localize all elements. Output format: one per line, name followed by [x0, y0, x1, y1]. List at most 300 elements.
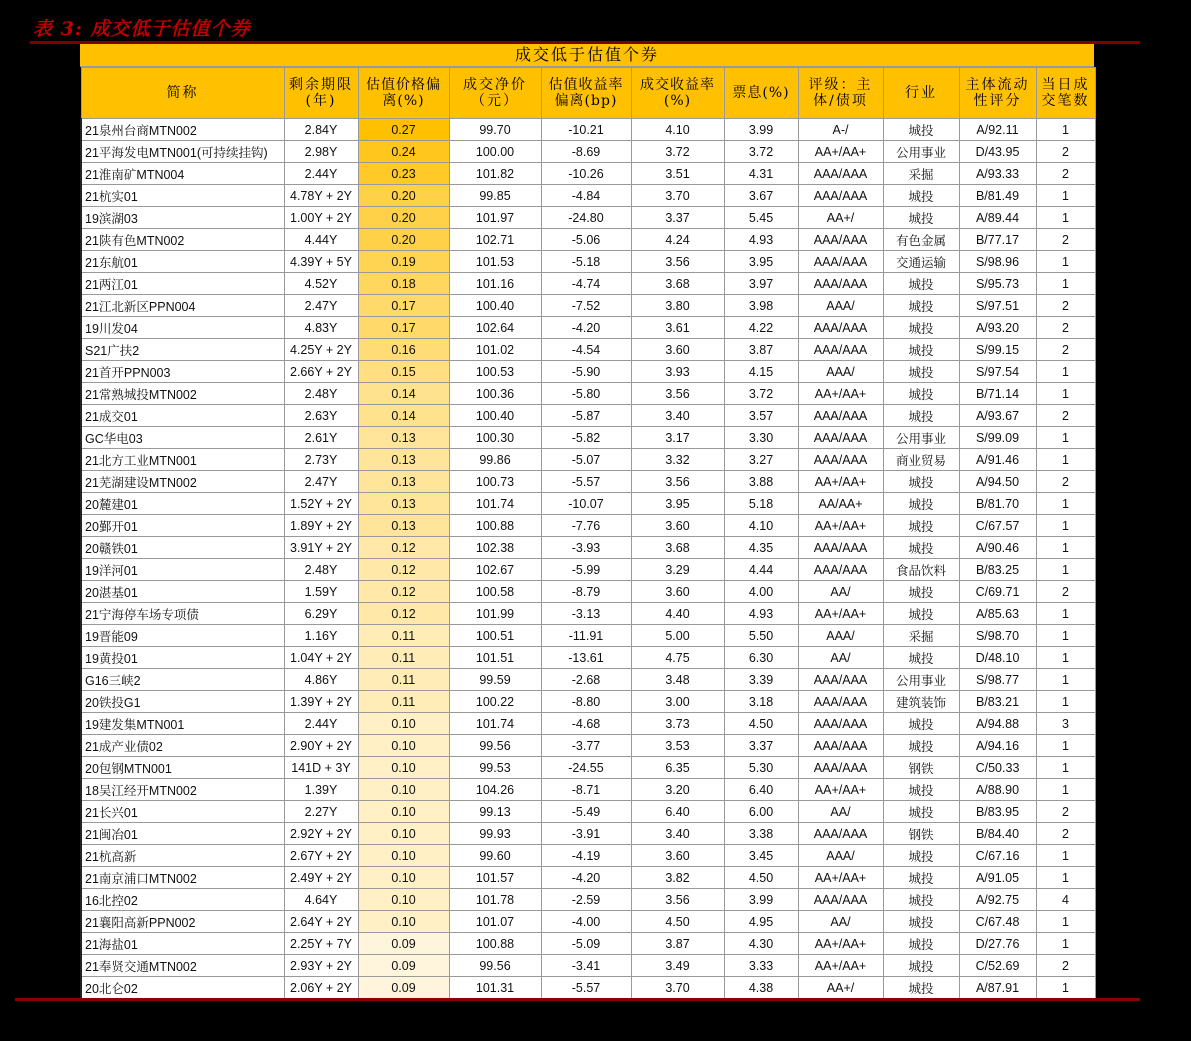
cell-price: 101.78	[449, 889, 541, 911]
cell-valuation-deviation: 0.19	[358, 251, 449, 273]
cell-yield: 3.37	[631, 207, 724, 229]
col-header-yield[interactable]: 成交收益率(%)	[631, 68, 724, 119]
cell-yield-deviation: -3.93	[541, 537, 631, 559]
cell-yield-deviation: -5.06	[541, 229, 631, 251]
cell-industry: 城投	[883, 295, 959, 317]
table-row[interactable]	[81, 955, 1095, 977]
cell-yield: 3.56	[631, 383, 724, 405]
cell-yield-deviation: -5.99	[541, 559, 631, 581]
col-header-industry[interactable]: 行业	[883, 68, 959, 119]
cell-name: 21奉贤交通MTN002	[81, 955, 284, 977]
cell-price: 102.71	[449, 229, 541, 251]
table-row[interactable]	[81, 933, 1095, 955]
cell-yield-deviation: -4.20	[541, 317, 631, 339]
cell-rating: AAA/AAA	[798, 889, 883, 911]
document-title: 表 3: 成交低于估值个券	[33, 18, 251, 40]
cell-liquidity: A/90.46	[959, 537, 1036, 559]
cell-coupon: 4.95	[724, 911, 798, 933]
cell-yield: 3.56	[631, 471, 724, 493]
cell-rating: AAA/AAA	[798, 427, 883, 449]
col-header-yield-deviation[interactable]: 估值收益率偏离(bp)	[541, 68, 631, 119]
cell-name: 21杭高新	[81, 845, 284, 867]
cell-industry: 采掘	[883, 163, 959, 185]
cell-term: 4.39Y + 5Y	[284, 251, 358, 273]
table-row[interactable]	[81, 823, 1095, 845]
cell-yield-deviation: -5.57	[541, 471, 631, 493]
cell-trade-count: 1	[1036, 735, 1095, 757]
cell-industry: 公用事业	[883, 427, 959, 449]
cell-term: 2.48Y	[284, 559, 358, 581]
cell-yield: 3.70	[631, 185, 724, 207]
header-row	[81, 68, 1095, 119]
cell-term: 2.49Y + 2Y	[284, 867, 358, 889]
cell-name: 19川发04	[81, 317, 284, 339]
cell-term: 2.47Y	[284, 295, 358, 317]
cell-industry: 钢铁	[883, 757, 959, 779]
cell-price: 99.59	[449, 669, 541, 691]
table-row[interactable]	[81, 361, 1095, 383]
cell-term: 2.44Y	[284, 713, 358, 735]
cell-yield: 3.93	[631, 361, 724, 383]
cell-rating: AA+/AA+	[798, 933, 883, 955]
table-row[interactable]	[81, 427, 1095, 449]
cell-industry: 城投	[883, 779, 959, 801]
cell-valuation-deviation: 0.13	[358, 471, 449, 493]
cell-industry: 城投	[883, 185, 959, 207]
cell-term: 2.73Y	[284, 449, 358, 471]
cell-yield: 4.40	[631, 603, 724, 625]
cell-valuation-deviation: 0.10	[358, 911, 449, 933]
cell-price: 101.16	[449, 273, 541, 295]
cell-coupon: 4.50	[724, 867, 798, 889]
cell-name: 21淮南矿MTN004	[81, 163, 284, 185]
cell-rating: AAA/	[798, 361, 883, 383]
cell-valuation-deviation: 0.12	[358, 581, 449, 603]
table-row[interactable]	[81, 449, 1095, 471]
cell-name: 21南京浦口MTN002	[81, 867, 284, 889]
cell-valuation-deviation: 0.10	[358, 823, 449, 845]
cell-rating: AA+/AA+	[798, 779, 883, 801]
cell-valuation-deviation: 0.12	[358, 603, 449, 625]
table-row[interactable]	[81, 669, 1095, 691]
cell-liquidity: A/87.91	[959, 977, 1036, 999]
cell-coupon: 5.18	[724, 493, 798, 515]
cell-rating: AA+/AA+	[798, 141, 883, 163]
cell-liquidity: A/92.75	[959, 889, 1036, 911]
cell-yield-deviation: -5.87	[541, 405, 631, 427]
cell-valuation-deviation: 0.11	[358, 669, 449, 691]
table-row[interactable]	[81, 383, 1095, 405]
cell-industry: 公用事业	[883, 141, 959, 163]
cell-industry: 城投	[883, 713, 959, 735]
cell-liquidity: A/88.90	[959, 779, 1036, 801]
table-row[interactable]	[81, 801, 1095, 823]
cell-price: 101.07	[449, 911, 541, 933]
cell-trade-count: 1	[1036, 273, 1095, 295]
cell-rating: AA+/AA+	[798, 471, 883, 493]
table-row[interactable]	[81, 119, 1095, 141]
cell-valuation-deviation: 0.12	[358, 537, 449, 559]
cell-coupon: 4.93	[724, 229, 798, 251]
cell-price: 101.74	[449, 713, 541, 735]
cell-price: 101.57	[449, 867, 541, 889]
cell-liquidity: B/84.40	[959, 823, 1036, 845]
table-row[interactable]	[81, 405, 1095, 427]
cell-valuation-deviation: 0.23	[358, 163, 449, 185]
table-row[interactable]	[81, 559, 1095, 581]
cell-yield: 3.32	[631, 449, 724, 471]
cell-rating: AAA/AAA	[798, 273, 883, 295]
cell-name: G16三峡2	[81, 669, 284, 691]
cell-rating: AA/	[798, 911, 883, 933]
cell-coupon: 4.10	[724, 515, 798, 537]
cell-liquidity: A/85.63	[959, 603, 1036, 625]
table-body	[81, 119, 1095, 999]
cell-name: 21两江01	[81, 273, 284, 295]
cell-coupon: 4.22	[724, 317, 798, 339]
cell-term: 6.29Y	[284, 603, 358, 625]
cell-valuation-deviation: 0.09	[358, 933, 449, 955]
cell-industry: 城投	[883, 955, 959, 977]
table-row[interactable]	[81, 977, 1095, 999]
cell-rating: AA/	[798, 581, 883, 603]
cell-industry: 城投	[883, 977, 959, 999]
cell-industry: 有色金属	[883, 229, 959, 251]
cell-industry: 城投	[883, 405, 959, 427]
cell-coupon: 3.27	[724, 449, 798, 471]
cell-yield-deviation: -8.80	[541, 691, 631, 713]
cell-industry: 城投	[883, 317, 959, 339]
cell-price: 99.56	[449, 735, 541, 757]
cell-liquidity: S/99.09	[959, 427, 1036, 449]
cell-trade-count: 1	[1036, 383, 1095, 405]
table-row[interactable]	[81, 625, 1095, 647]
cell-industry: 城投	[883, 603, 959, 625]
cell-name: 20铁投G1	[81, 691, 284, 713]
cell-yield-deviation: -5.80	[541, 383, 631, 405]
cell-valuation-deviation: 0.13	[358, 515, 449, 537]
cell-name: 21海盐01	[81, 933, 284, 955]
cell-name: 16北控02	[81, 889, 284, 911]
cell-liquidity: C/67.48	[959, 911, 1036, 933]
cell-name: 21芜湖建设MTN002	[81, 471, 284, 493]
cell-valuation-deviation: 0.20	[358, 185, 449, 207]
col-header-term[interactable]: 剩余期限(年)	[284, 68, 358, 119]
cell-rating: AA+/AA+	[798, 955, 883, 977]
cell-price: 102.38	[449, 537, 541, 559]
cell-yield: 3.40	[631, 823, 724, 845]
cell-term: 2.63Y	[284, 405, 358, 427]
cell-valuation-deviation: 0.09	[358, 977, 449, 999]
cell-industry: 城投	[883, 361, 959, 383]
cell-trade-count: 1	[1036, 933, 1095, 955]
cell-name: 21北方工业MTN001	[81, 449, 284, 471]
cell-coupon: 4.44	[724, 559, 798, 581]
cell-term: 2.61Y	[284, 427, 358, 449]
cell-yield: 3.53	[631, 735, 724, 757]
cell-liquidity: A/91.05	[959, 867, 1036, 889]
col-header-price[interactable]: 成交净价（元）	[449, 68, 541, 119]
cell-liquidity: S/99.15	[959, 339, 1036, 361]
cell-liquidity: S/98.70	[959, 625, 1036, 647]
cell-industry: 钢铁	[883, 823, 959, 845]
cell-valuation-deviation: 0.14	[358, 383, 449, 405]
table-row[interactable]	[81, 713, 1095, 735]
cell-liquidity: A/91.46	[959, 449, 1036, 471]
table-row[interactable]	[81, 471, 1095, 493]
cell-name: 21长兴01	[81, 801, 284, 823]
cell-valuation-deviation: 0.11	[358, 647, 449, 669]
cell-rating: AAA/AAA	[798, 537, 883, 559]
cell-coupon: 3.99	[724, 889, 798, 911]
cell-rating: AA+/AA+	[798, 515, 883, 537]
cell-yield-deviation: -5.09	[541, 933, 631, 955]
cell-coupon: 3.88	[724, 471, 798, 493]
cell-price: 101.82	[449, 163, 541, 185]
cell-yield-deviation: -4.19	[541, 845, 631, 867]
cell-yield-deviation: -24.55	[541, 757, 631, 779]
cell-industry: 食品饮料	[883, 559, 959, 581]
table-row[interactable]	[81, 141, 1095, 163]
cell-coupon: 6.00	[724, 801, 798, 823]
cell-yield: 4.10	[631, 119, 724, 141]
cell-rating: AAA/AAA	[798, 229, 883, 251]
cell-coupon: 3.72	[724, 383, 798, 405]
cell-price: 101.31	[449, 977, 541, 999]
cell-industry: 城投	[883, 537, 959, 559]
table-row[interactable]	[81, 603, 1095, 625]
cell-yield-deviation: -4.84	[541, 185, 631, 207]
cell-coupon: 5.45	[724, 207, 798, 229]
cell-coupon: 6.30	[724, 647, 798, 669]
cell-industry: 城投	[883, 339, 959, 361]
cell-coupon: 3.33	[724, 955, 798, 977]
cell-yield: 3.51	[631, 163, 724, 185]
cell-rating: AA/AA+	[798, 493, 883, 515]
cell-trade-count: 2	[1036, 295, 1095, 317]
cell-yield: 3.70	[631, 977, 724, 999]
cell-rating: AAA/AAA	[798, 823, 883, 845]
table-row[interactable]	[81, 581, 1095, 603]
cell-name: 20鄞开01	[81, 515, 284, 537]
cell-valuation-deviation: 0.09	[358, 955, 449, 977]
cell-name: 19洋河01	[81, 559, 284, 581]
cell-yield-deviation: -5.82	[541, 427, 631, 449]
table-row[interactable]	[81, 273, 1095, 295]
cell-yield-deviation: -13.61	[541, 647, 631, 669]
cell-yield-deviation: -4.74	[541, 273, 631, 295]
table-row[interactable]	[81, 647, 1095, 669]
cell-industry: 城投	[883, 801, 959, 823]
table-row[interactable]	[81, 229, 1095, 251]
cell-rating: AA+/AA+	[798, 383, 883, 405]
cell-yield: 3.40	[631, 405, 724, 427]
cell-liquidity: C/67.57	[959, 515, 1036, 537]
cell-liquidity: B/77.17	[959, 229, 1036, 251]
table-row[interactable]	[81, 493, 1095, 515]
cell-name: 18吴江经开MTN002	[81, 779, 284, 801]
cell-coupon: 3.67	[724, 185, 798, 207]
cell-term: 4.86Y	[284, 669, 358, 691]
cell-trade-count: 1	[1036, 911, 1095, 933]
cell-yield: 3.68	[631, 537, 724, 559]
cell-liquidity: C/52.69	[959, 955, 1036, 977]
col-header-name[interactable]: 简称	[81, 68, 284, 119]
cell-valuation-deviation: 0.10	[358, 735, 449, 757]
table-row[interactable]	[81, 757, 1095, 779]
cell-valuation-deviation: 0.11	[358, 625, 449, 647]
cell-valuation-deviation: 0.12	[358, 559, 449, 581]
cell-yield-deviation: -3.41	[541, 955, 631, 977]
cell-valuation-deviation: 0.27	[358, 119, 449, 141]
cell-price: 99.13	[449, 801, 541, 823]
table-row[interactable]	[81, 339, 1095, 361]
cell-liquidity: A/94.50	[959, 471, 1036, 493]
cell-liquidity: A/93.33	[959, 163, 1036, 185]
cell-rating: AAA/	[798, 295, 883, 317]
cell-name: 21常熟城投MTN002	[81, 383, 284, 405]
cell-name: 21杭实01	[81, 185, 284, 207]
table-row[interactable]	[81, 515, 1095, 537]
cell-valuation-deviation: 0.18	[358, 273, 449, 295]
cell-rating: AA+/	[798, 207, 883, 229]
cell-trade-count: 2	[1036, 955, 1095, 977]
cell-coupon: 3.87	[724, 339, 798, 361]
cell-trade-count: 1	[1036, 119, 1095, 141]
cell-trade-count: 1	[1036, 647, 1095, 669]
cell-trade-count: 1	[1036, 625, 1095, 647]
cell-yield: 4.50	[631, 911, 724, 933]
cell-trade-count: 4	[1036, 889, 1095, 911]
cell-name: 19建发集MTN001	[81, 713, 284, 735]
cell-yield: 4.75	[631, 647, 724, 669]
cell-term: 1.00Y + 2Y	[284, 207, 358, 229]
col-header-coupon[interactable]: 票息(%)	[724, 68, 798, 119]
cell-name: 21江北新区PPN004	[81, 295, 284, 317]
table-row[interactable]	[81, 185, 1095, 207]
cell-term: 4.44Y	[284, 229, 358, 251]
table-row[interactable]	[81, 867, 1095, 889]
cell-coupon: 3.38	[724, 823, 798, 845]
table-row[interactable]	[81, 295, 1095, 317]
cell-yield: 3.73	[631, 713, 724, 735]
cell-price: 101.02	[449, 339, 541, 361]
cell-name: 21平海发电MTN001(可持续挂钩)	[81, 141, 284, 163]
table-row[interactable]	[81, 911, 1095, 933]
cell-coupon: 4.30	[724, 933, 798, 955]
col-header-valuation-deviation[interactable]: 估值价格偏离(%)	[358, 68, 449, 119]
cell-yield: 3.60	[631, 845, 724, 867]
bottom-rule	[15, 998, 1140, 1001]
cell-price: 99.70	[449, 119, 541, 141]
cell-yield-deviation: -8.79	[541, 581, 631, 603]
cell-liquidity: C/67.16	[959, 845, 1036, 867]
cell-term: 1.39Y	[284, 779, 358, 801]
cell-liquidity: B/81.49	[959, 185, 1036, 207]
cell-yield: 6.35	[631, 757, 724, 779]
table-row[interactable]	[81, 779, 1095, 801]
table-row[interactable]	[81, 845, 1095, 867]
cell-term: 2.64Y + 2Y	[284, 911, 358, 933]
table-row[interactable]	[81, 691, 1095, 713]
cell-industry: 商业贸易	[883, 449, 959, 471]
cell-liquidity: A/94.88	[959, 713, 1036, 735]
cell-industry: 城投	[883, 845, 959, 867]
table-row[interactable]	[81, 889, 1095, 911]
cell-term: 1.39Y + 2Y	[284, 691, 358, 713]
cell-price: 99.56	[449, 955, 541, 977]
cell-industry: 城投	[883, 119, 959, 141]
cell-valuation-deviation: 0.10	[358, 713, 449, 735]
table-row[interactable]	[81, 163, 1095, 185]
col-header-trade-count[interactable]: 当日成交笔数	[1036, 68, 1095, 119]
table-banner: 成交低于估值个券	[80, 44, 1094, 67]
cell-trade-count: 1	[1036, 449, 1095, 471]
cell-term: 3.91Y + 2Y	[284, 537, 358, 559]
table-row[interactable]	[81, 317, 1095, 339]
cell-coupon: 3.39	[724, 669, 798, 691]
cell-term: 1.59Y	[284, 581, 358, 603]
cell-term: 4.52Y	[284, 273, 358, 295]
cell-yield: 3.80	[631, 295, 724, 317]
table-row[interactable]	[81, 251, 1095, 273]
cell-yield-deviation: -7.52	[541, 295, 631, 317]
cell-coupon: 5.50	[724, 625, 798, 647]
cell-price: 100.22	[449, 691, 541, 713]
cell-term: 2.92Y + 2Y	[284, 823, 358, 845]
cell-rating: AAA/AAA	[798, 163, 883, 185]
cell-trade-count: 2	[1036, 229, 1095, 251]
cell-liquidity: A/93.67	[959, 405, 1036, 427]
cell-term: 2.44Y	[284, 163, 358, 185]
cell-name: 20湛基01	[81, 581, 284, 603]
cell-valuation-deviation: 0.10	[358, 779, 449, 801]
cell-yield-deviation: -3.77	[541, 735, 631, 757]
cell-yield-deviation: -5.49	[541, 801, 631, 823]
cell-price: 100.51	[449, 625, 541, 647]
cell-rating: AA+/AA+	[798, 603, 883, 625]
cell-coupon: 3.45	[724, 845, 798, 867]
bond-table-container	[80, 44, 1094, 999]
cell-price: 100.53	[449, 361, 541, 383]
col-header-liquidity[interactable]: 主体流动性评分	[959, 68, 1036, 119]
cell-coupon: 3.97	[724, 273, 798, 295]
table-row[interactable]	[81, 537, 1095, 559]
cell-rating: AAA/AAA	[798, 757, 883, 779]
table-row[interactable]	[81, 735, 1095, 757]
cell-name: 21陕有色MTN002	[81, 229, 284, 251]
cell-coupon: 3.98	[724, 295, 798, 317]
col-header-rating[interactable]: 评级：主体/债项	[798, 68, 883, 119]
table-row[interactable]	[81, 207, 1095, 229]
cell-yield-deviation: -11.91	[541, 625, 631, 647]
cell-term: 2.98Y	[284, 141, 358, 163]
cell-rating: AAA/AAA	[798, 735, 883, 757]
cell-liquidity: A/94.16	[959, 735, 1036, 757]
cell-yield-deviation: -3.91	[541, 823, 631, 845]
cell-industry: 建筑装饰	[883, 691, 959, 713]
cell-price: 102.64	[449, 317, 541, 339]
cell-industry: 交通运输	[883, 251, 959, 273]
cell-trade-count: 1	[1036, 977, 1095, 999]
cell-coupon: 3.72	[724, 141, 798, 163]
cell-name: 19黄投01	[81, 647, 284, 669]
cell-trade-count: 1	[1036, 537, 1095, 559]
cell-yield-deviation: -4.20	[541, 867, 631, 889]
cell-trade-count: 1	[1036, 207, 1095, 229]
cell-yield-deviation: -24.80	[541, 207, 631, 229]
cell-price: 99.85	[449, 185, 541, 207]
